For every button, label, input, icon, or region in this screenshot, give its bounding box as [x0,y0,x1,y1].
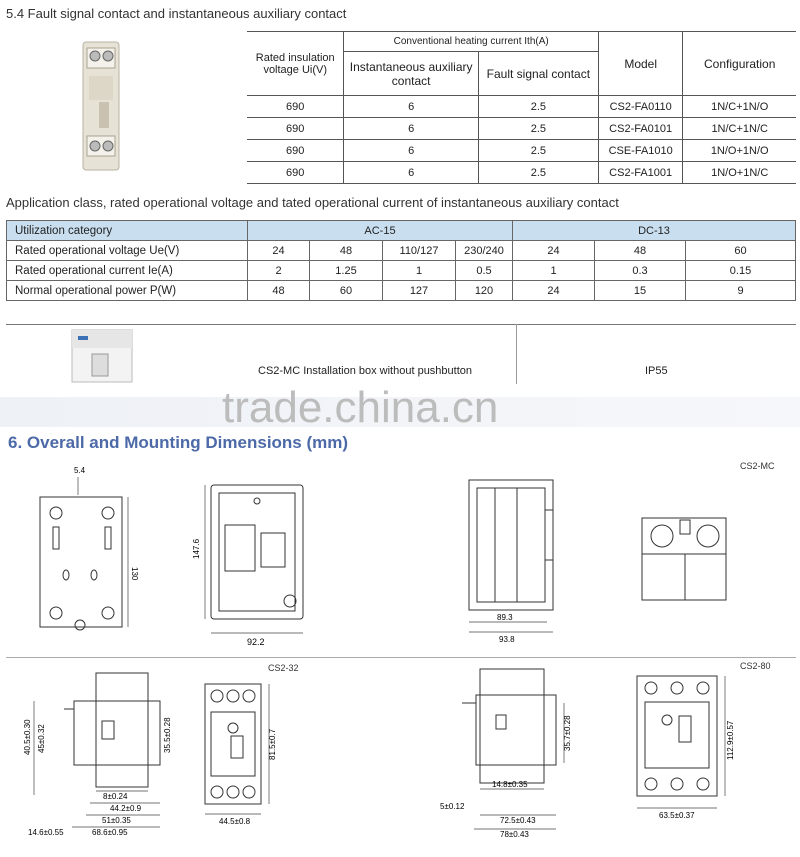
dim-32-f: 44.2±0.9 [110,804,142,813]
dim-80-g: 63.5±0.37 [659,811,695,820]
label-cs2-32: CS2-32 [268,663,299,673]
mc-front-drawing [192,475,315,650]
table-row: 690 6 2.5 CS2-FA1001 1N/O+1N/C [247,162,796,184]
header-configuration: Configuration [683,32,796,96]
installation-box-image [68,328,138,383]
dim-80-f: 112.9±0.57 [726,720,735,760]
watermark: trade.china.cn [222,383,499,432]
table-row: 690 6 2.5 CS2-FA0110 1N/C+1N/O [247,96,796,118]
application-table [6,220,796,301]
protection-rating: IP55 [645,365,668,377]
divider [516,324,517,384]
header-model: Model [598,32,683,96]
ac15-label: AC-15 [248,221,513,241]
header-instantaneous: Instantaneous auxiliary contact [344,52,478,96]
dim-32-a: 40.5±0.30 [23,719,32,755]
label-cs2-80: CS2-80 [740,661,771,671]
dim-80-e: 78±0.43 [500,830,529,839]
dim-80-b: 14.8±0.35 [492,780,528,789]
dim-80-a: 35.7±0.28 [563,715,572,751]
dc13-label: DC-13 [513,221,796,241]
dim-32-d: 81.5±0.7 [268,728,277,760]
section-6-title: 6. Overall and Mounting Dimensions (mm) [8,433,349,452]
dim-32-g: 51±0.35 [102,816,131,825]
mc-mechanism-drawing [630,510,740,610]
divider [6,657,796,658]
application-title: Application class, rated operational voltage and tated operational current of instantaneous auxiliary contact [6,195,619,210]
dim-80-d: 72.5±0.43 [500,816,536,825]
installation-description: CS2-MC Installation box without pushbutton [258,365,473,377]
dim-89-3: 89.3 [497,613,513,622]
section-5-4-title: 5.4 Fault signal contact and instantaneous auxiliary contact [6,6,347,21]
dim-32-i: 14.6±0.55 [28,828,64,837]
cs2-32-front-drawing [195,680,305,845]
dim-32-h: 68.6±0.95 [92,828,128,837]
dim-130: 130 [130,567,139,581]
dim-32-b: 45±0.32 [37,724,46,753]
mc-mounting-plate-drawing [20,465,150,645]
table-row: 690 6 2.5 CS2-FA0101 1N/C+1N/C [247,118,796,140]
dim-93-8: 93.8 [499,635,515,644]
divider [6,324,796,325]
dim-80-c: 5±0.12 [440,802,465,811]
dim-32-j: 44.5±0.8 [219,817,251,826]
utilization-category-label: Utilization category [7,221,248,241]
dim-147-6: 147.6 [192,538,201,559]
mc-side-drawing [455,470,565,645]
cs2-32-side-drawing [10,665,190,845]
cs2-80-side-drawing [440,665,580,845]
cs2-80-front-drawing [625,672,745,832]
header-fault: Fault signal contact [478,52,598,96]
dim-32-c: 35.5±0.28 [163,717,172,753]
table-row: 690 6 2.5 CSE-FA1010 1N/O+1N/O [247,140,796,162]
label-cs2-mc: CS2-MC [740,461,775,471]
table-row: Rated operational current Ie(A) 2 1.25 1 0.5 1 0.3 0.15 [7,261,796,281]
aux-contact-image [75,40,127,172]
header-heating: Conventional heating current Ith(A) [344,32,598,52]
table-row: Rated operational voltage Ue(V) 24 48 110/127 230/240 24 48 60 [7,241,796,261]
header-voltage: Rated insulation voltage Ui(V) [247,32,344,96]
table-row: Normal operational power P(W) 48 60 127 120 24 15 9 [7,281,796,301]
table-row [7,221,796,241]
dim-32-e: 8±0.24 [103,792,128,801]
fault-contact-table [247,31,796,184]
dim-5-4: 5.4 [74,466,86,475]
dim-92-2: 92.2 [247,637,265,647]
